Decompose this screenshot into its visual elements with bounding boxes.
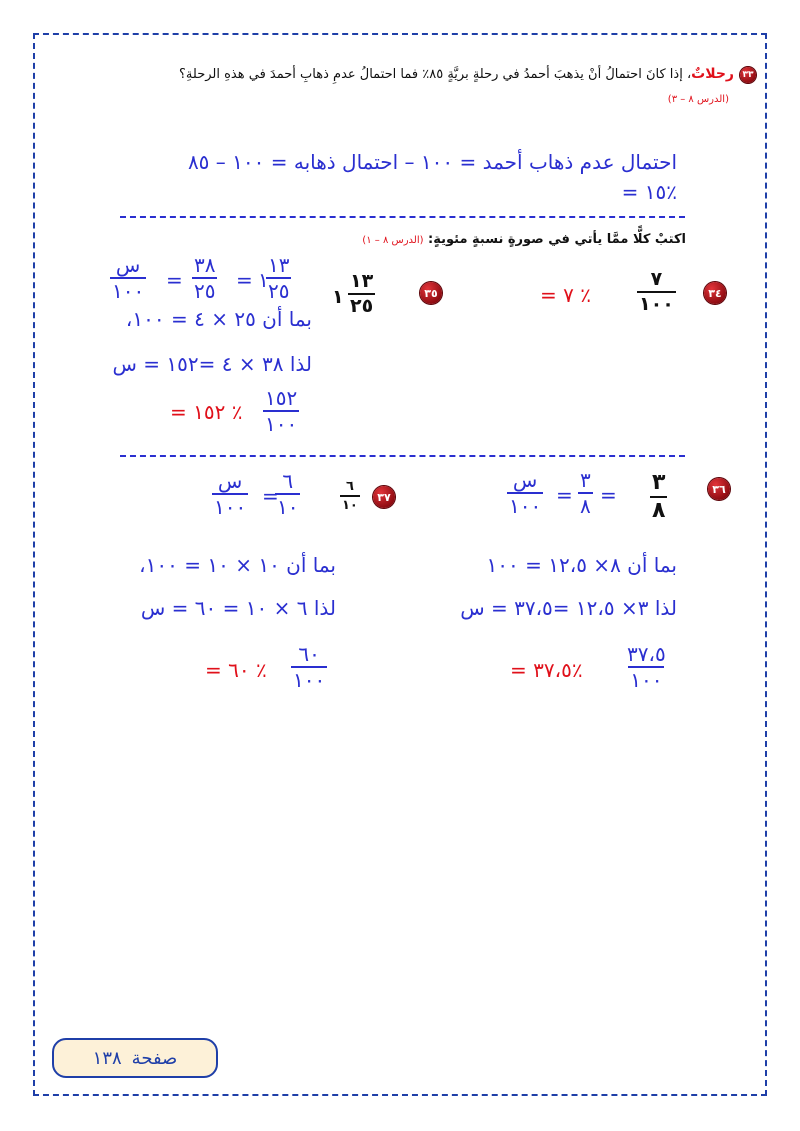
question-37-badge: ٣٧ [373,486,395,508]
q35-mixed-whole: ١ [258,268,269,292]
q36-step-2: بما أن ٨× ١٢،٥ = ١٠٠ [486,553,677,577]
q36-fraction-x: س ١٠٠ [509,468,542,518]
divider-2 [120,455,685,457]
q36-step-3: لذا ٣× ١٢،٥ =٣٧،٥ = س [460,596,677,620]
q36-fraction-3-8: ٣ ٨ [580,468,591,518]
q36-final-answer: = ٣٧،٥٪ [510,658,583,682]
instruction-text: اكتبْ كلًّا ممَّا يأتي في صورةٍ نسبةٍ مئويةٍ: (الدرس ٨ – ١) [362,232,686,247]
q35-final-answer: = ١٥٢ ٪ [170,400,243,424]
q35-mixed-fraction: ١٣ ٢٥ [268,253,290,303]
q37-eq-1: = [262,484,279,508]
question-33-body: ، إذا كانَ احتمالُ أنْ يذهبَ أحمدُ في رحلةٍ بريَّةٍ ٨٥٪ فما احتمالُ عدمِ ذهابِ أحمدَ في هذهِ الرحلةِ؟ [179,67,692,82]
q37-final-fraction: ٦٠ ١٠٠ [293,642,326,692]
divider-1 [120,216,685,218]
page-number: ١٣٨ [92,1047,122,1069]
question-33-title: رحلاتٌ [691,66,734,82]
q35-step-2: بما أن ٢٥ × ٤ = ١٠٠، [125,307,312,331]
question-36-badge: ٣٦ [708,478,730,500]
question-33-badge: ٣٣ [740,67,756,83]
page-label: صفحة [131,1047,178,1069]
q37-fraction-6-10: ٦ ١٠ [277,469,299,519]
question-33-answer-line-2: = ١٥٪ [621,180,677,204]
q36-eq-1: = [600,483,617,507]
question-35-fraction: ١٣ ٢٥ [350,270,374,317]
question-34-badge: ٣٤ [704,282,726,304]
instruction-ref: (الدرس ٨ – ١) [362,235,424,246]
q35-fraction-x: س ١٠٠ [112,253,145,303]
question-35-whole: ١ [332,286,344,308]
question-35-badge: ٣٥ [420,282,442,304]
q35-eq-1: = [166,268,183,292]
q35-fraction-38-25: ٣٨ ٢٥ [194,253,216,303]
q35-step-3: لذا ٣٨ × ٤ =١٥٢ = س [112,352,312,376]
question-37-fraction: ٦ ١٠ [342,479,358,513]
q35-final-fraction: ١٥٢ ١٠٠ [265,386,298,436]
q36-eq-2: = [556,483,573,507]
question-33-answer-line-1: احتمال عدم ذهاب أحمد = ١٠٠ – احتمال ذهابه = ١٠٠ – ٨٥ [187,150,677,174]
question-33-ref: (الدرس ٨ – ٣) [667,94,729,105]
q37-fraction-x: س ١٠٠ [214,469,247,519]
q37-step-2: بما أن ١٠ × ١٠ = ١٠٠، [139,553,336,577]
question-36-fraction: ٣ ٨ [652,470,666,523]
q37-step-3: لذا ٦ × ١٠ = ٦٠ = س [140,596,336,620]
q35-eq-2: = [236,268,253,292]
question-33-text [179,66,734,82]
page-number-box [52,1038,218,1078]
q36-final-fraction: ٣٧،٥ ١٠٠ [627,642,666,692]
question-34-answer-text: = ٧ ٪ [540,283,591,307]
question-34-fraction: ٧ ١٠٠ [639,268,674,315]
q37-final-answer: = ٦٠ ٪ [205,658,267,682]
